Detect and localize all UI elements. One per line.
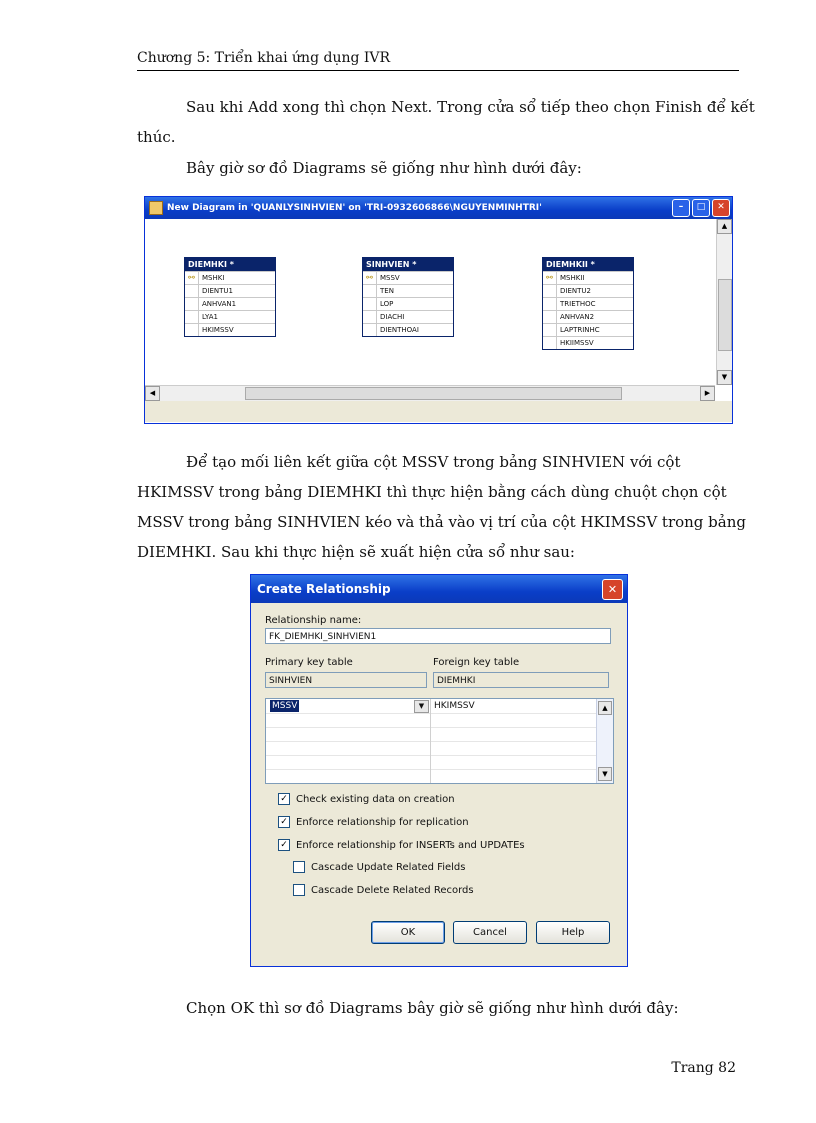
key-columns-grid[interactable] [265,698,614,784]
dialog-titlebar [251,575,627,603]
relationship-name-input[interactable]: FK_DIEMHKI_SINHVIEN1 [265,628,611,644]
table-row[interactable] [363,297,453,310]
grid-scrollbar[interactable] [596,699,613,783]
primary-key-icon: ⚯ [543,272,557,284]
field-name: MSHKII [560,274,585,282]
primary-key-column-select[interactable]: MSSV [272,701,298,711]
table-row[interactable] [543,297,633,310]
cancel-button[interactable]: Cancel [453,921,527,944]
checkbox-label: Enforce relationship for replication [296,816,469,828]
table-diemhkii[interactable] [542,257,634,350]
chevron-down-icon[interactable]: ▼ [414,700,429,713]
enforce-replication-checkbox[interactable] [278,816,469,828]
check-existing-checkbox[interactable] [278,793,455,805]
table-row[interactable] [185,271,275,284]
checkbox-label: Cascade Delete Related Records [311,884,474,896]
scroll-down-icon[interactable]: ▼ [598,767,612,781]
primary-key-icon: ⚯ [185,272,199,284]
table-diemhki[interactable] [184,257,276,337]
dialog-title: Create Relationship [257,582,391,596]
help-button[interactable]: Help [536,921,610,944]
paragraph-3-line-1: Để tạo mối liên kết giữa cột MSSV trong bảng SINHVIEN với cột [186,453,681,471]
primary-key-icon: ⚯ [363,272,377,284]
table-row[interactable] [543,323,633,336]
paragraph-3-line-2: HKIMSSV trong bảng DIEMHKI thì thực hiện bằng cách dùng chuột chọn cột [137,483,727,501]
table-sinhvien[interactable] [362,257,454,337]
primary-key-table-field: SINHVIEN [265,672,427,688]
ok-button[interactable]: OK [371,921,445,944]
scroll-up-icon[interactable]: ▲ [717,219,732,234]
field-name: DIENTU1 [202,287,233,295]
table-row[interactable] [185,284,275,297]
diagram-window-title: New Diagram in 'QUANLYSINHVIEN' on 'TRI-0932606866\NGUYENMINHTRI' [167,203,542,213]
foreign-key-column-cell[interactable]: HKIMSSV [434,701,475,711]
paragraph-4: Chọn OK thì sơ đồ Diagrams bây giờ sẽ giống như hình dưới đây: [186,999,679,1017]
minimize-icon[interactable]: – [672,199,690,217]
vertical-scrollbar[interactable] [716,219,732,385]
table-row[interactable] [363,310,453,323]
paragraph-1-line-2: thúc. [137,128,176,146]
horizontal-scroll-thumb[interactable] [245,387,622,400]
diagram-app-icon [149,201,163,215]
scroll-right-icon[interactable]: ▶ [700,386,715,401]
field-name: MSHKI [202,274,225,282]
table-row[interactable] [363,284,453,297]
field-name: DIACHI [380,313,405,321]
table-row[interactable] [543,271,633,284]
table-row[interactable] [363,271,453,284]
horizontal-scrollbar[interactable] [145,385,715,401]
close-icon[interactable]: ✕ [712,199,730,217]
diagram-canvas[interactable] [145,219,715,383]
diagram-window-titlebar [145,197,732,219]
primary-key-table-label: Primary key table [265,657,353,668]
maximize-icon[interactable]: □ [692,199,710,217]
cascade-update-checkbox[interactable] [293,861,465,873]
table-title: DIEMHKI * [185,258,275,271]
scroll-down-icon[interactable]: ▼ [717,370,732,385]
foreign-key-table-field: DIEMHKI [433,672,609,688]
checkbox-unchecked-icon[interactable] [293,861,305,873]
close-icon[interactable]: ✕ [602,579,623,600]
table-row[interactable] [185,297,275,310]
cascade-delete-checkbox[interactable] [293,884,474,896]
table-title: DIEMHKII * [543,258,633,271]
field-name: TEN [380,287,394,295]
field-name: TRIETHOC [560,300,596,308]
field-name: DIENTHOAI [380,326,419,334]
field-name: HKIIMSSV [560,339,594,347]
table-row[interactable] [363,323,453,336]
checkbox-checked-icon[interactable]: ✓ [278,816,290,828]
paragraph-3-line-3: MSSV trong bảng SINHVIEN kéo và thả vào vị trí của cột HKIMSSV trong bảng [137,513,746,531]
field-name: MSSV [380,274,400,282]
paragraph-3 [137,447,746,567]
table-row[interactable] [185,310,275,323]
paragraph-3-line-4: DIEMHKI. Sau khi thực hiện sẽ xuất hiện cửa sổ như sau: [137,543,575,561]
table-row[interactable] [185,323,275,336]
table-title: SINHVIEN * [363,258,453,271]
field-name: LOP [380,300,394,308]
field-name: ANHVAN2 [560,313,595,321]
foreign-key-table-label: Foreign key table [433,657,520,668]
paragraph-1-line-1: Sau khi Add xong thì chọn Next. Trong cửa sổ tiếp theo chọn Finish để kết [186,98,755,116]
window-bottom-strip [145,401,732,422]
table-row[interactable] [543,284,633,297]
paragraph-2: Bây giờ sơ đồ Diagrams sẽ giống như hình dưới đây: [186,159,582,177]
field-name: LYA1 [202,313,218,321]
checkbox-label: Enforce relationship for INSERTs and UPDATEs [296,839,525,851]
checkbox-checked-icon[interactable]: ✓ [278,839,290,851]
checkbox-label: Cascade Update Related Fields [311,861,466,873]
page-number: Trang 82 [671,1060,736,1076]
relationship-name-label: Relationship name: [265,615,362,626]
field-name: ANHVAN1 [202,300,237,308]
checkbox-unchecked-icon[interactable] [293,884,305,896]
diagram-window [144,196,733,424]
scroll-up-icon[interactable]: ▲ [598,701,612,715]
field-name: HKIMSSV [202,326,234,334]
create-relationship-dialog [250,574,628,967]
table-row[interactable] [543,336,633,349]
enforce-inserts-checkbox[interactable] [278,839,525,851]
table-row[interactable] [543,310,633,323]
checkbox-label: Check existing data on creation [296,793,455,805]
vertical-scroll-thumb[interactable] [718,279,732,351]
page-header: Chương 5: Triển khai ứng dụng IVR [137,50,739,71]
checkbox-checked-icon[interactable]: ✓ [278,793,290,805]
field-name: LAPTRINHC [560,326,600,334]
field-name: DIENTU2 [560,287,591,295]
scroll-left-icon[interactable]: ◀ [145,386,160,401]
